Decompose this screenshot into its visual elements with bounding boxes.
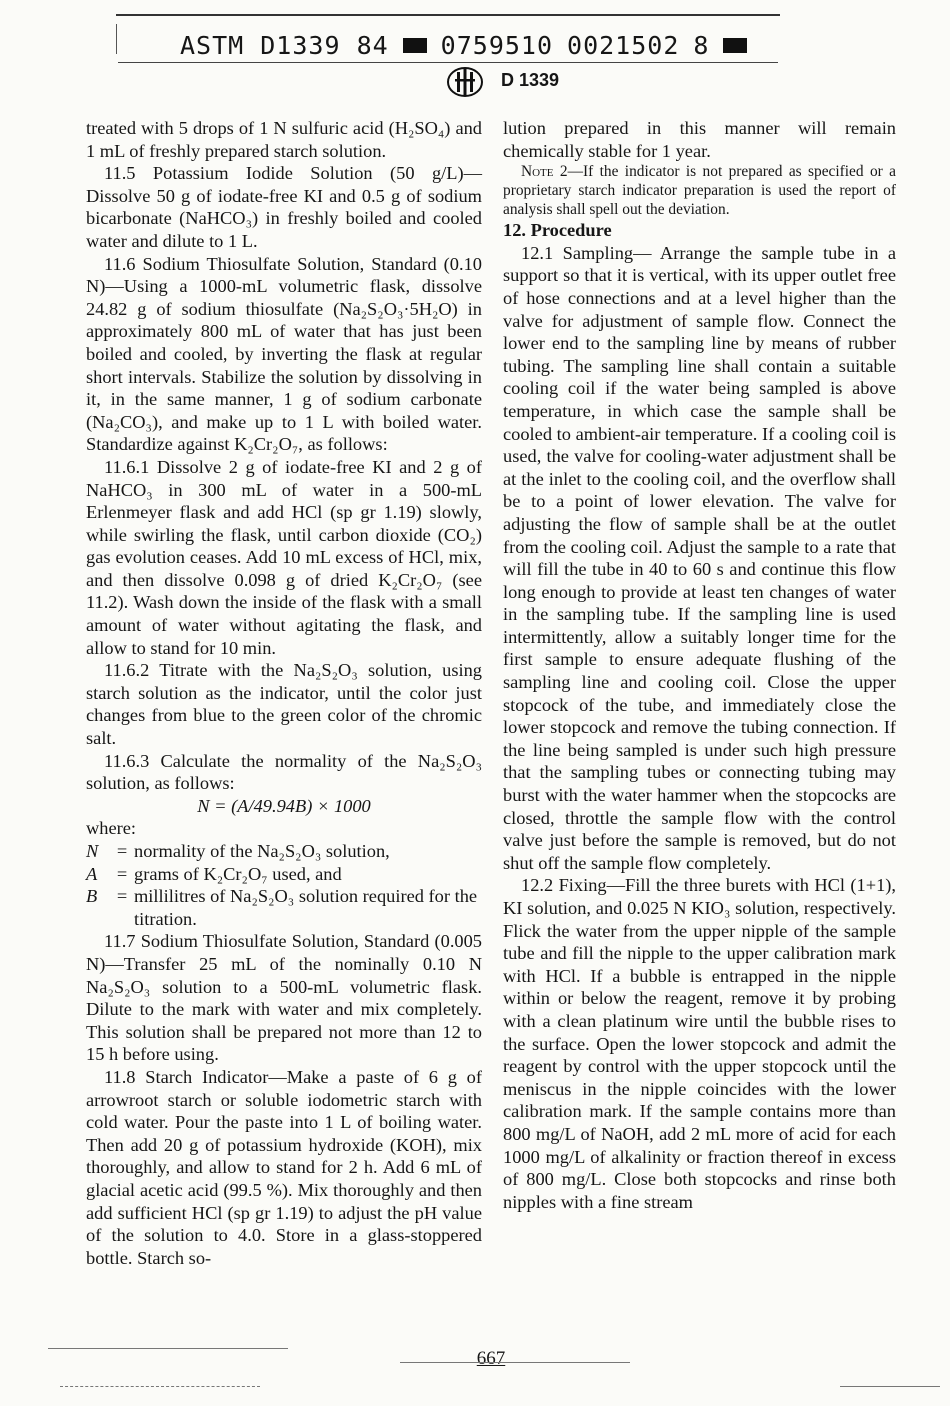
where-label: where:: [86, 818, 137, 839]
black-block-mark: [403, 38, 427, 53]
paragraph-11-6-3: 11.6.3 Calculate the normality of the Na₂S₂O₃ solution, as follows:: [86, 750, 482, 794]
scan-top-rule: [116, 14, 780, 16]
astm-code: ASTM D1339 84: [180, 30, 389, 60]
paragraph-11-8: 11.8 Starch Indicator—Make a paste of 6 g of arrowroot starch or soluble iodometric starch with cold water. Pour the paste into 1 L of boiling water. Then add 20 g of potassium hydroxide (KOH), mix thoroughly, and allow to stand for 2 h. Add 6 mL of glacial acetic acid (99.5 %). Mix thoroughly and then add sufficient HCl (sp gr 1.19) to adjust the pH value of the solution to 4.0. Store in a glass-stoppered bottle. Starch so-: [86, 1066, 482, 1268]
definition-row: A = grams of K₂Cr₂O₇ used, and: [86, 863, 342, 884]
section-heading: 12. Procedure: [503, 220, 612, 241]
astm-logo-icon: [446, 66, 484, 98]
paragraph-12-2: 12.2 Fixing—Fill the three burets with HCl (1+1), KI solution, and 0.025 N KIO₃ solution, respectively. Flick the water from the upper nipple of the sample tube and fill the nipple to the upper calibration mark with HCl. If a bubble is entrapped in the nipple within or below the reagent, remove it by probing with a clean platinum wire until the bubble rises to the surface. Open the lower stopcock and admit the reagent by control with the upper stopcock until the meniscus in the nipple coincides with the lower calibration mark. If the sample contains more than 800 mg/L of NaOH, add 2 mL more of acid for each 1000 mg/L of alkalinity or fraction thereof in excess of 800 mg/L. Close both stopcocks and rinse both nipples with a fine stream: [503, 875, 896, 1212]
catalog-number-a: 0759510: [440, 30, 554, 60]
paragraph: lution prepared in this manner will remain chemically stable for 1 year.: [503, 118, 896, 161]
black-block-mark: [723, 38, 747, 53]
definition-row: N = normality of the Na₂S₂O₃ solution,: [86, 841, 390, 861]
normality-equation: N = (A/49.94B) × 1000: [197, 795, 371, 816]
note-2: [503, 162, 896, 219]
paragraph-11-6-1: 11.6.1 Dissolve 2 g of iodate-free KI and 2 g of NaHCO₃ in 300 mL of water in a 500-mL Erlenmeyer flask and add HCl (sp gr 1.19) slowly, while swirling the flask, until carbon dioxide (CO₂) gas evolution ceases. Add 10 mL excess of HCl, mix, and then dissolve 0.098 g of dried K₂Cr₂O₇ (see 11.2). Wash down the inside of the flask with a small amount of water without agitating the flask, and allow to stand for 10 min.: [86, 456, 482, 658]
right-column: [503, 117, 896, 1213]
left-column: [86, 117, 482, 1269]
note-label: Note 2: [521, 163, 568, 181]
scan-artifact-line: [400, 1362, 630, 1363]
designation-label: D 1339: [501, 70, 560, 90]
catalog-header: [180, 30, 747, 60]
paragraph-11-6: 11.6 Sodium Thiosulfate Solution, Standard (0.10 N)—Using a 1000-mL volumetric flask, dissolve 24.82 g of sodium thiosulfate (Na₂S₂O₃·5H₂O) in approximately 800 mL of water that has just been boiled and cooled, by inverting the flask at regular short intervals. Stabilize the solution by dissolving in it, in the same manner, 1 g of sodium carbonate (Na₂CO₃), and make up to 1 L with boiled water. Standardize against K₂Cr₂O₇, as follows:: [86, 253, 482, 455]
paragraph-11-6-2: 11.6.2 Titrate with the Na₂S₂O₃ solution, using starch solution as the indicator, until the color just changes from blue to the green color of the chromic salt.: [86, 660, 482, 749]
note-text: —If the indicator is not prepared as specified or a proprietary starch indicator preparation is used the report of analysis shall spell out the deviation.: [503, 163, 897, 219]
scan-artifact-line: [60, 1386, 260, 1387]
catalog-number-c: 8: [693, 30, 710, 60]
scan-artifact-line: [840, 1386, 940, 1387]
header-underline: [118, 62, 778, 63]
paragraph: treated with 5 drops of 1 N sulfuric acid (H₂SO₄) and 1 mL of freshly prepared starch solution.: [86, 118, 482, 161]
scan-corner-mark: [116, 24, 127, 54]
paragraph-12-1: 12.1 Sampling— Arrange the sample tube in a support so that it is vertical, with its upper outlet free of hose connections and at a level higher than the valve for adjustment of sample flow. Connect the lower end to the sampling line by means of rubber tubing. The sampling line shall contain a suitable cooling coil if the water being sampled is above temperature, in which case the sample shall be cooled to ambient-air temperature. If a cooling coil is used, the valve for cooling-water adjustment shall be at the inlet to the cooling coil, and the overflow shall be to a point of lower elevation. The valve for adjusting the flow of sample shall be at the outlet from the cooling coil. Adjust the sample to a rate that will fill the tube in 40 to 60 s and continue this flow long enough to provide at least ten changes of water in the sampling tube. If the sampling line is used intermittently, allow a suitably longer time for the first sample to ensure adequate flushing of the sampling line and cooling coil. Close the upper stopcock of the tube, and immediately close the lower stopcock and remove the tubing connection. If the line being sampled is under such high pressure that the sampling tubes or connecting tubing may burst with the water hammer when the stopcocks are closed, throttle the sample flow with the control valve just before the sample is removed, but do not shut off the sample flow completely.: [503, 242, 896, 873]
paragraph-11-7: 11.7 Sodium Thiosulfate Solution, Standard (0.005 N)—Transfer 25 mL of the nominally 0.10 N Na₂S₂O₃ solution to a 500-mL volumetric flask. Dilute to the mark with water and mix completely. This solution shall be prepared not more than 12 to 15 h before using.: [86, 931, 482, 1065]
page-number: 667: [476, 1348, 506, 1369]
scan-artifact-line: [48, 1348, 288, 1349]
definition-row: B = millilitres of Na₂S₂O₃ solution required for the titration.: [86, 886, 478, 929]
paragraph-11-5: 11.5 Potassium Iodide Solution (50 g/L)—Dissolve 50 g of iodate-free KI and 0.5 g of sodium bicarbonate (NaHCO₃) in freshly boiled and cooled water and dilute to 1 L.: [86, 163, 482, 251]
catalog-number-b: 0021502: [567, 30, 680, 60]
